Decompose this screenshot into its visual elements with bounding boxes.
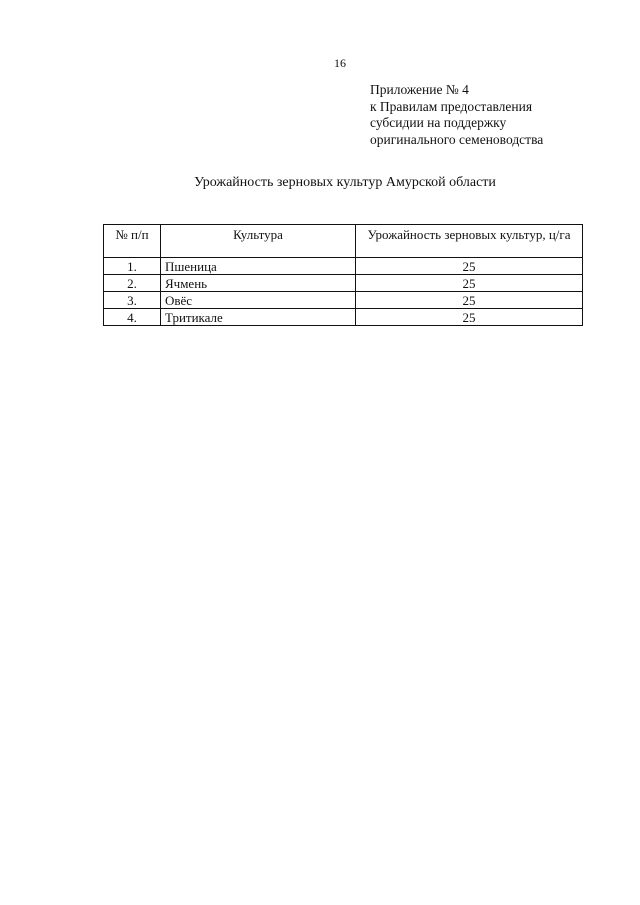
yield-table xyxy=(103,224,583,326)
document-title: Урожайность зерновых культур Амурской области xyxy=(194,175,496,190)
header-crop: Культура xyxy=(161,225,356,258)
appendix-line: к Правилам предоставления xyxy=(370,98,533,114)
row-yield: 25 xyxy=(356,258,583,275)
row-yield: 25 xyxy=(356,275,583,292)
header-yield: Урожайность зерновых культур, ц/га xyxy=(356,225,583,258)
table-row xyxy=(104,258,583,275)
row-crop: Тритикале xyxy=(161,309,356,326)
row-num: 3. xyxy=(104,292,161,309)
header-num: № п/п xyxy=(104,225,161,258)
table-header-row xyxy=(104,225,583,258)
row-num: 2. xyxy=(104,275,161,292)
appendix-reference xyxy=(370,82,543,148)
row-yield: 25 xyxy=(356,292,583,309)
appendix-line: субсидии на поддержку xyxy=(370,115,507,130)
table-row xyxy=(104,292,583,309)
page-number: 16 xyxy=(334,56,346,70)
appendix-line: Приложение № 4 xyxy=(370,82,469,97)
row-crop: Ячмень xyxy=(161,275,356,292)
table-row xyxy=(104,309,583,326)
row-crop: Пшеница xyxy=(161,258,356,275)
table-row xyxy=(104,275,583,292)
appendix-line: оригинального семеноводства xyxy=(370,131,544,147)
row-num: 1. xyxy=(104,258,161,275)
row-yield: 25 xyxy=(356,309,583,326)
row-crop: Овёс xyxy=(161,292,356,309)
row-num: 4. xyxy=(104,309,161,326)
